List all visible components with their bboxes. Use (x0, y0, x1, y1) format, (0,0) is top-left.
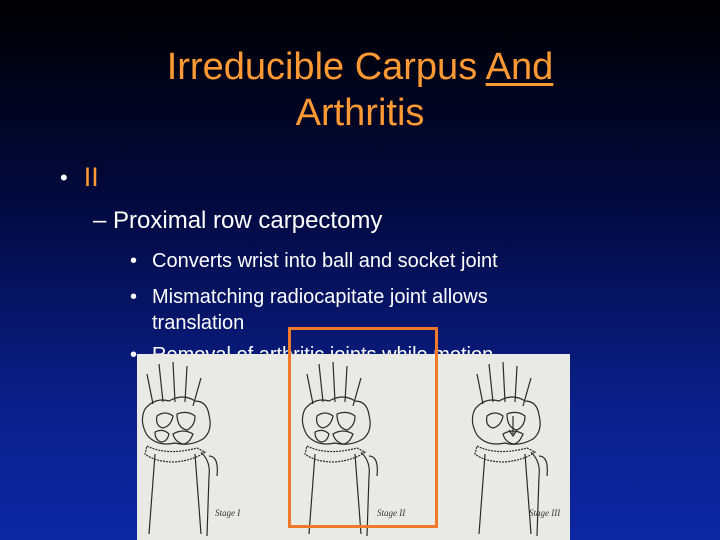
bullet-level1 (60, 162, 99, 194)
bullet-dot-icon: • (130, 344, 138, 366)
stage-label: Stage I (215, 508, 241, 518)
stage2-highlight-box (288, 327, 438, 528)
bullet-level3-text: Converts wrist into ball and socket joint (152, 250, 498, 272)
title-line1: Irreducible Carpus (166, 46, 486, 88)
stage-label: Stage II (377, 508, 406, 518)
bullet-level1-text: II (83, 162, 99, 192)
bullet-dot-icon: • (130, 286, 138, 308)
bullet-level2: – Proximal row carpectomy (93, 207, 383, 234)
stage-label: Stage III (529, 508, 561, 518)
bullet-level3-item (130, 248, 498, 274)
bullet-dot-icon: • (130, 250, 138, 272)
title-underlined-word: And (485, 46, 554, 88)
bullet-level3-continuation: translation (152, 312, 245, 334)
wrist-drawing-stage1 (142, 362, 217, 536)
bullet-dot-icon: • (60, 165, 68, 190)
bullet-level3-text: Mismatching radiocapitate joint allows (152, 286, 488, 308)
title-line2: Arthritis (295, 92, 425, 134)
slide-title (0, 44, 720, 136)
